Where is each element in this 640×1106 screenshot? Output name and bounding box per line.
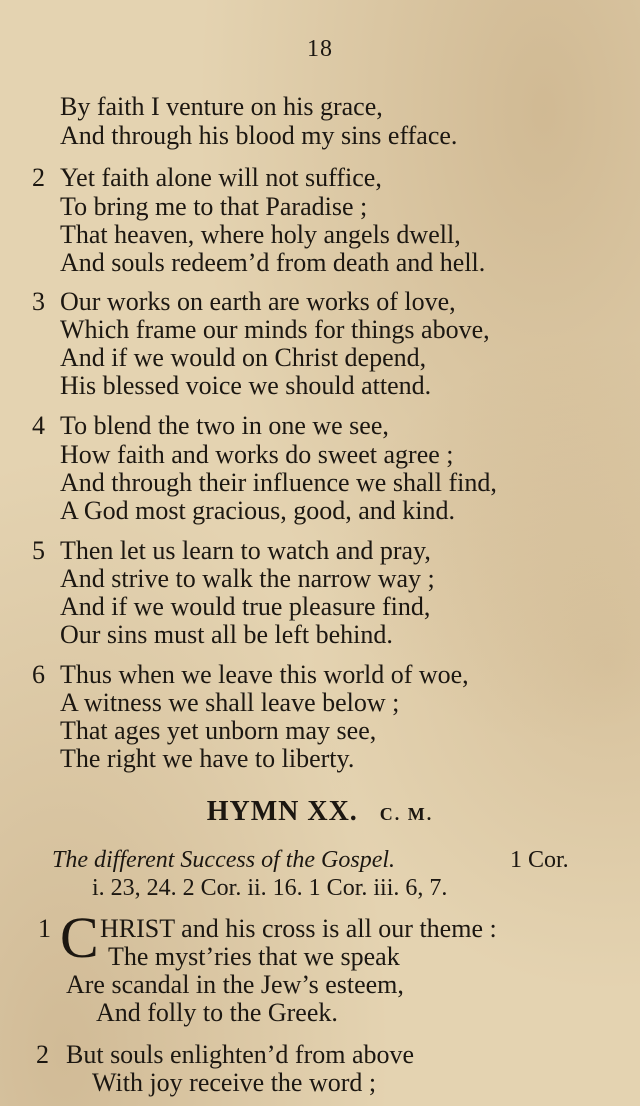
verse-line: And if we would on Christ depend,: [60, 343, 427, 372]
verse-number: 3: [32, 287, 45, 316]
verse-line: HRIST and his cross is all our theme :: [100, 914, 497, 943]
verse-line: The myst’ries that we speak: [108, 942, 400, 971]
hymn-subtitle-text: The different Success of the Gospel.: [52, 847, 396, 873]
scripture-reference: 1 Cor.: [510, 847, 569, 873]
verse-line: And through his blood my sins efface.: [60, 121, 458, 150]
verse-line: Our works on earth are works of love,: [60, 287, 456, 316]
verse-line: To bring me to that Paradise ;: [60, 192, 368, 221]
verse-number: 2: [32, 163, 45, 192]
verse-number: 4: [32, 411, 45, 440]
verse-line: Yet faith alone will not suffice,: [60, 163, 382, 192]
verse-line: With joy receive the word ;: [92, 1068, 377, 1097]
verse-number: 1: [38, 914, 51, 943]
hymn-title: [0, 796, 640, 828]
hymn-number: HYMN XX.: [206, 796, 358, 827]
verse-line: His blessed voice we should attend.: [60, 371, 432, 400]
verse-line: But souls enlighten’d from above: [66, 1040, 415, 1069]
verse-number: 5: [32, 536, 45, 565]
verse-line: A witness we shall leave below ;: [60, 688, 400, 717]
verse-number: 6: [32, 660, 45, 689]
verse-line: Are scandal in the Jew’s esteem,: [66, 970, 404, 999]
drop-cap: C: [60, 905, 99, 970]
hymn-subtitle: [52, 846, 395, 874]
verse-line: How faith and works do sweet agree ;: [60, 440, 454, 469]
verse-line: Thus when we leave this world of woe,: [60, 660, 469, 689]
verse-line: The right we have to liberty.: [60, 744, 355, 773]
verse-line: And through their influence we shall find,: [60, 468, 497, 497]
verse-line: And folly to the Greek.: [96, 998, 338, 1027]
verse-number: 2: [36, 1040, 49, 1069]
verse-line: By faith I venture on his grace,: [60, 92, 383, 121]
verse-line: Then let us learn to watch and pray,: [60, 536, 431, 565]
page-number: 18: [307, 36, 333, 62]
verse-line: A God most gracious, good, and kind.: [60, 496, 456, 525]
verse-line: To blend the two in one we see,: [60, 411, 389, 440]
verse-line: Our sins must all be left behind.: [60, 620, 393, 649]
verse-line: That ages yet unborn may see,: [60, 716, 377, 745]
verse-line: Which frame our minds for things above,: [60, 315, 490, 344]
verse-line: And strive to walk the narrow way ;: [60, 564, 435, 593]
verse-line: That heaven, where holy angels dwell,: [60, 220, 461, 249]
verse-line: And souls redeem’d from death and hell.: [60, 248, 486, 277]
verse-line: And if we would true pleasure find,: [60, 592, 431, 621]
hymn-meter: C. M.: [379, 804, 434, 824]
scripture-references: i. 23, 24. 2 Cor. ii. 16. 1 Cor. iii. 6, 7.: [92, 875, 448, 901]
